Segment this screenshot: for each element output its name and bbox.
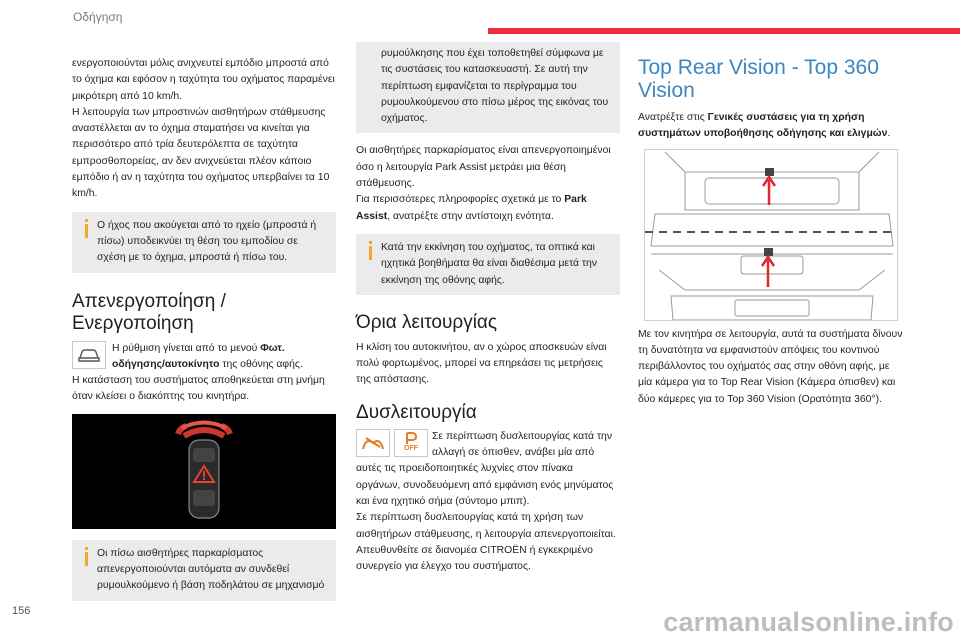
info-icon: [366, 241, 375, 261]
paragraph: Οι αισθητήρες παρκαρίσματος είναι απενεργοποιημένοι όσο η λειτουργία Park Assist μετράει μια θέση στάθμευσης.: [356, 145, 611, 190]
info-note: [356, 234, 620, 295]
note-text: Ο ήχος που ακούγεται από το ηχείο (μπροστά ή πίσω) υποδεικνύει τη θέση του εμποδίου σε σχέση με το όχημα, μπροστά ή πίσω του.: [97, 219, 317, 264]
paragraph: Η λειτουργία των μπροστινών αισθητήρων στάθμευσης αναστέλλεται αν το όχημα σταματήσει να κινείται για περισσότερο από τρία δευτερόλεπτα σε ταχύτητα εμπροσθοπορείας, αν δεν ανιχνεύεται πλέον κάποιο εμπόδιο ή αν η ταχύτητα του οχήματος υπερβαίνει τα 10 km/h.: [72, 106, 330, 200]
paragraph: ενεργοποιούνται μόλις ανιχνευτεί εμπόδιο μπροστά από το όχημα και εφόσον η ταχύτητα του οχήματος παραμένει μικρότερη από 10 km/h.: [72, 58, 335, 102]
camera-location-image: [644, 149, 898, 321]
paragraph: Σε περίπτωση δυσλειτουργίας κατά την αλλαγή σε όπισθεν, ανάβει μία από αυτές τις προειδοποιητικές λυχνίες στον πίνακα οργάνων, συνοδευόμενη από εμφάνιση ενός μηνύματος και ένα ηχητικό σήμα (σύντομο μπιπ).: [356, 430, 614, 507]
park-off-warning-icon: [394, 429, 428, 457]
watermark: carmanualsonline.info: [663, 607, 954, 637]
section-heading: Απενεργοποίηση / Ενεργοποίηση: [72, 290, 226, 334]
sensor-fault-warning-icon: [356, 429, 390, 457]
paragraph: Η κλίση του αυτοκινήτου, αν ο χώρος αποσκευών είναι πολύ φορτωμένος, μπορεί να επηρεάσει τις μετρήσεις της απόστασης.: [356, 341, 607, 386]
settings-block: [72, 341, 336, 406]
car-settings-icon: [72, 341, 106, 369]
section-title: Οδήγηση: [73, 10, 123, 24]
info-icon: [82, 219, 91, 239]
info-icon: [82, 547, 91, 567]
section-heading: Όρια λειτουργίας: [356, 311, 498, 333]
recommendations-ref: Γενικές συστάσεις για τη χρήση συστημάτων υποβοήθησης οδήγησης και ελιγμών: [638, 112, 888, 140]
fault-block: [356, 429, 620, 576]
off-label: OFF: [404, 445, 418, 453]
info-note-continued: [356, 42, 620, 133]
paragraph: Με τον κινητήρα σε λειτουργία, αυτά τα συστήματα δίνουν τη δυνατότητα να εμφανιστούν απόψεις του κοντινού περιβάλλοντος του οχήματός σας στην οθόνη αφής, με μία κάμερα για το Top Rear Vision (Κάμερα όπισθεν) και δύο κάμερες για το Top 360 Vision (Ορατότητα 360°).: [638, 328, 903, 405]
paragraph: Ανατρέξτε στις Γενικές συστάσεις για τη χρήση συστημάτων υποβοήθησης οδήγησης και ελιγμών.: [638, 112, 891, 140]
parking-sensor-display-image: [72, 414, 336, 529]
park-assist-ref: Park Assist: [356, 194, 587, 222]
header-accent-bar: [488, 28, 960, 34]
note-text: Οι πίσω αισθητήρες παρκαρίσματος απενεργοποιούνται αυτόματα αν συνδεθεί ρυμουλκούμενο ή βάση ποδηλάτου σε μηχανισμό: [97, 547, 325, 592]
info-note: [72, 540, 336, 601]
column-1: [72, 42, 336, 601]
section-heading: Δυσλειτουργία: [356, 401, 477, 423]
column-2: [356, 42, 620, 575]
page-number: 156: [12, 605, 31, 617]
paragraph: Για περισσότερες πληροφορίες σχετικά με το Park Assist, ανατρέξτε στην αντίστοιχη ενότητα.: [356, 194, 587, 222]
paragraph: Απευθυνθείτε σε διανομέα CITROËN ή εγκεκριμένο συνεργείο για έλεγχο του συστήματος.: [356, 544, 593, 573]
section-heading: Top Rear Vision - Top 360 Vision: [638, 56, 879, 102]
column-3: [638, 42, 906, 408]
note-text: ρυμούλκησης που έχει τοποθετηθεί σύμφωνα με τις συστάσεις του κατασκευαστή. Σε αυτή την περίπτωση εμφανίζεται το περίγραμμα του ρυμουλκούμενου στο πίσω μέρος της εικόνας του οχήματος.: [381, 48, 609, 125]
paragraph: Η κατάσταση του συστήματος αποθηκεύεται στη μνήμη όταν κλείσει ο διακόπτης του κινητήρα.: [72, 375, 325, 403]
paragraph: Σε περίπτωση δυσλειτουργίας κατά τη χρήση των αισθητήρων στάθμευσης, η λειτουργία απενεργοποιείται.: [356, 512, 616, 540]
menu-path: Φωτ. οδήγησης/αυτοκίνητο: [112, 342, 285, 370]
info-note: [72, 212, 336, 273]
note-text: Κατά την εκκίνηση του οχήματος, τα οπτικά και ηχητικά βοηθήματα θα είναι διαθέσιμα μετά την εκκίνηση της οθόνης αφής.: [381, 241, 597, 286]
paragraph: Η ρύθμιση γίνεται από το μενού Φωτ. οδήγησης/αυτοκίνητο της οθόνης αφής.: [112, 342, 303, 370]
